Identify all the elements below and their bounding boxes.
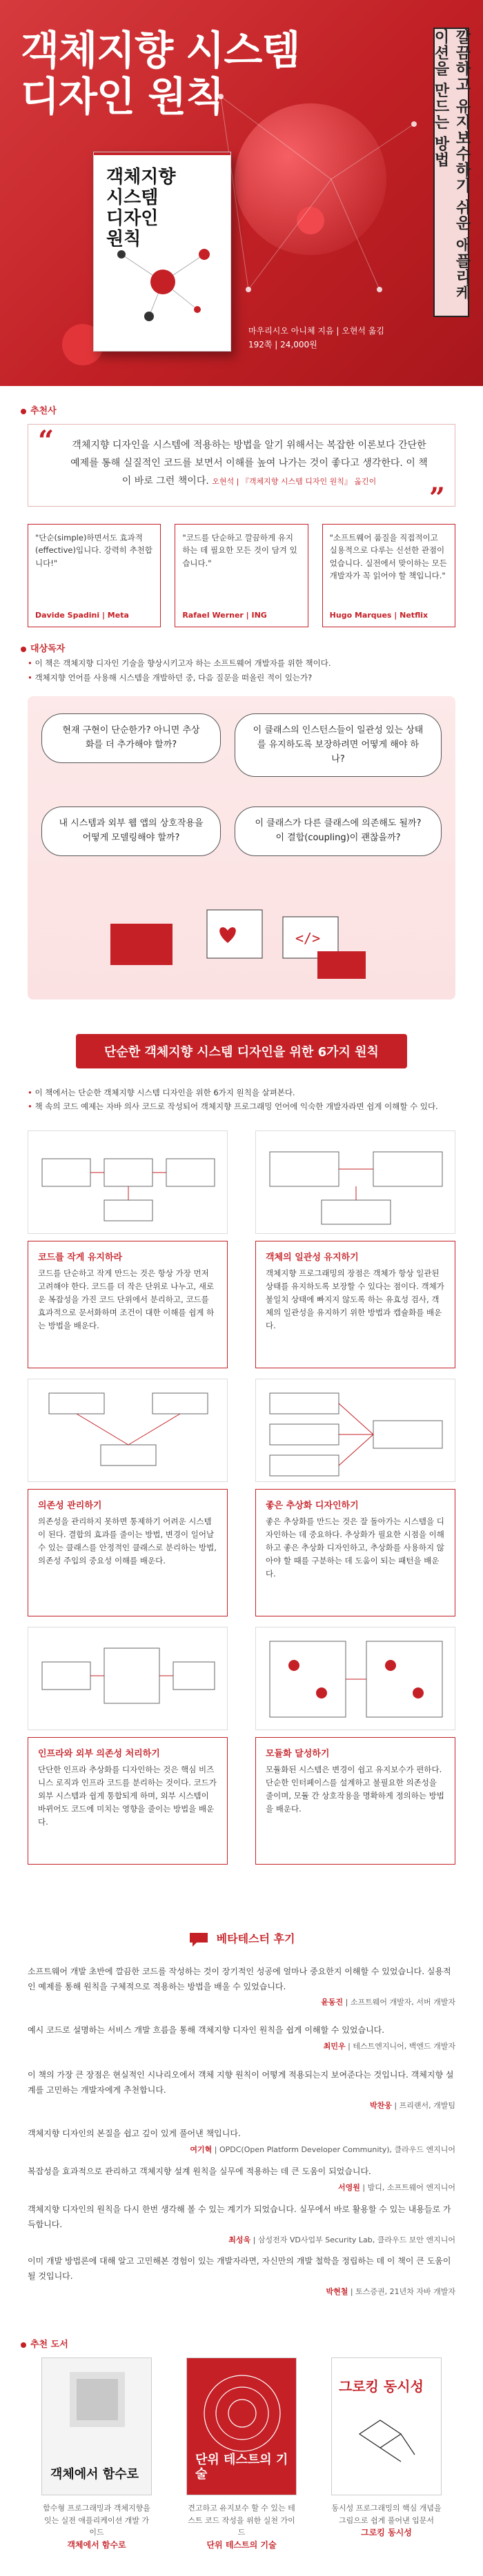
review-byline: 박찬웅 | 프리랜서, 개발팀 [370,2101,455,2111]
reader-item: • 객체지향 언어를 사용해 시스템을 개발하던 중, 다음 질문을 떠올린 적이 있는가? [28,671,455,685]
principle-body: 모듈화된 시스템은 변경이 쉽고 유지보수가 편하다. 단순한 인터페이스를 설계하고 불필요한 의존성을 줄이며, 모듈 간 상호작용을 명확하게 정의하는 방법을 배운다. [266,1765,444,1814]
hero-title-line1: 객체지향 시스템 [21,27,300,74]
price-line: 192쪽 | 24,000원 [248,340,317,350]
reviewer-role: 삼성전자 VD사업부 Security Lab, 클라우드 보안 엔지니어 [257,2235,455,2245]
reader-item: • 이 책은 객체지향 디자인 기술을 향상시키고자 하는 소프트웨어 개발자를 위한 책이다. [28,656,455,671]
principle-body: 의존성을 관리하지 못하면 통제하기 어려운 시스템이 된다. 결합의 효과를 줄이는 방법, 변경이 일어날 수 있는 클래스를 안정적인 클래스로 분리하는 방법, 의존성 주입의 중요성 이해를 배운다. [38,1517,217,1565]
book-desc: 함수형 프로그래밍과 객체지향을 잇는 실전 애플리케이션 개발 가이드 [43,2504,150,2537]
recommended-book[interactable] [186,2357,297,2550]
principle-card [255,1241,455,1368]
book-top-strip [94,152,230,155]
principle-diagram [255,1627,455,1730]
reviewer-role: 테스트엔지니어, 백엔드 개발자 [353,2041,455,2051]
review-text: 이 책의 가장 큰 장점은 현실적인 시나리오에서 객체 지향 원칙이 어떻게 적용되는지 보여준다는 것입니다. 객체지향 설계를 고민하는 개발자에게 추천합니다. [28,2070,454,2095]
quote-body: 객체지향 디자인을 시스템에 적용하는 방법을 알기 위해서는 복잡한 이론보다 간단한 예제를 통해 실질적인 코드를 보면서 이해를 높여 나가는 것이 좋다고 생각한다. 이 책이 바로 그런 책이다. [70,440,428,487]
reviewer-role: 소프트웨어 개발자, 서버 개발자 [350,1998,455,2007]
hero-banner [0,0,483,386]
reader-list [28,656,455,684]
book-name[interactable]: 객체에서 함수로 [67,2539,126,2550]
reviewer-name: 박찬웅 [370,2101,392,2111]
vertical-banner [433,28,469,317]
review-byline: 서영원 | 밤디, 소프트웨어 엔지니어 [338,2182,455,2192]
book-title-line: 디자인 [106,207,159,229]
principle-diagram [255,1379,455,1482]
review-item [28,2068,455,2113]
review-text: 소프트웨어 개발 초반에 깔끔한 코드를 작성하는 것이 장기적인 성공에 얼마나 중요한지 이해할 수 있었습니다. 실용적인 예제를 통해 원칙을 구체적으로 적용하는 방법을 배울 수 있었습니다. [28,1967,451,1991]
scene-illustration [110,903,373,986]
book-thumbnail[interactable] [331,2357,442,2495]
principle-heading: 좋은 추상화 디자인하기 [266,1501,359,1511]
review-byline: 최민우 | 테스트엔지니어, 백엔드 개발자 [323,2041,455,2051]
book-desc: 동시성 프로그래밍의 핵심 개념을 그림으로 쉽게 풀어낸 입문서 [331,2504,442,2525]
class-diagram [28,1131,228,1235]
principles-intro-item: • 이 책에서는 단순한 객체지향 시스템 디자인을 위한 6가지 원칙을 살펴본다. [28,1086,455,1099]
reviewer-name: 윤동진 [321,1998,344,2007]
review-item [28,1965,455,2009]
section-label-recommend: 추천사 [21,403,57,416]
review-item [28,2202,455,2247]
principle-body: 좋은 추상화를 만드는 것은 잘 돌아가는 시스템을 디자인하는 데 중요하다. 추상화가 필요한 시점을 이해하고 좋은 추상화 디자인하고, 추상화를 사용하지 않아야 할 때를 구분하는 데 도움이 되는 패턴을 배운다. [266,1517,444,1579]
review-byline: 여기혁 | OPDC(Open Platform Developer Community), 클라우드 엔지니어 [190,2144,455,2154]
reviewer-role: 프리랜서, 개발팀 [399,2101,455,2111]
svg-text:</>: </> [295,930,321,946]
principle-card [28,1489,228,1616]
hero-title-line2: 디자인 원칙 [21,72,224,120]
question-bubble: 이 클래스가 다른 클래스에 의존해도 될까? 이 결합(coupling)이 괜찮을까? [235,807,442,856]
book-title-line: 객체지향 [106,167,176,187]
infra-diagram [28,1627,228,1731]
section-label-books: 추천 도서 [21,2337,68,2350]
reviewer-role: 토스증권, 21년차 자바 개발자 [355,2287,455,2297]
principle-body: 단단한 인프라 추상화를 디자인하는 것은 핵심 비즈니스 로직과 인프라 코드를 분리하는 것이다. 코드가 외부 시스템과 쉽게 통합되게 하며, 외부 시스템이 바뀌어도 코드에 미치는 영향을 줄이는 방법을 배운다. [38,1765,217,1827]
review-item [28,2023,455,2053]
reviewer-name: 최민우 [323,2041,346,2051]
recommend-card-author: Rafael Werner | ING [182,611,267,620]
book-thumbnail[interactable] [41,2357,152,2495]
review-text: 복잡성을 효과적으로 관리하고 객체지향 설계 원칙을 실무에 적용하는 데 큰 도움이 되었습니다. [28,2167,371,2176]
quote-author: 오현석 | 『객체지향 시스템 디자인 원칙』 옮긴이 [212,476,377,486]
book-name[interactable]: 단위 테스트의 기술 [206,2539,277,2550]
book-title-line: 시스템 [106,187,159,208]
book-name[interactable]: 그로킹 동시성 [361,2528,412,2538]
dependency-diagram [28,1379,228,1483]
quote-text [70,437,428,491]
review-text: 객체지향 디자인의 원칙을 다시 한번 생각해 볼 수 있는 계기가 되었습니다. 실무에서 바로 활용할 수 있는 내용들로 가득합니다. [28,2204,451,2229]
principle-heading: 의존성 관리하기 [38,1501,102,1511]
question-bubble: 이 클래스의 인스턴스들이 일관성 있는 상태를 유지하도록 보장하려면 어떻게 해야 하나? [235,713,442,777]
question-bubble: 내 시스템과 외부 웹 앱의 상호작용을 어떻게 모델링해야 할까? [41,807,221,856]
vertical-banner-text: 깔끔하고 유지보수하기 쉬운 애플리케이션을 만드는 방법 [432,29,471,301]
principle-heading: 모듈화 달성하기 [266,1749,330,1759]
review-title: 베타테스터 후기 [216,1932,295,1945]
principle-heading: 객체의 일관성 유지하기 [266,1252,359,1263]
abstraction-diagram [256,1379,456,1483]
principle-diagram [255,1130,455,1234]
recommend-card [175,524,308,627]
recommended-book[interactable] [331,2357,442,2538]
principle-diagram [28,1379,228,1482]
principle-diagram [28,1130,228,1234]
review-text: 예시 코드로 설명하는 서비스 개발 흐름을 통해 객체지향 디자인 원칙을 쉽게 이해할 수 있었습니다. [28,2025,385,2035]
principles-intro-item: • 책 속의 코드 예제는 자바 의사 코드로 작성되어 객체지향 프로그래밍 언어에 익숙한 개발자라면 쉽게 이해할 수 있다. [28,1099,455,1113]
review-text: 이미 개발 방법론에 대해 알고 고민해본 경험이 있는 개발자라면, 자신만의 개발 철학을 정립하는 데 이 책이 큰 도움이 될 것입니다. [28,2256,451,2281]
book-cover [93,152,231,352]
book-desc: 견고하고 유지보수 할 수 있는 테스트 코드 작성을 위한 실천 가이드 [188,2504,295,2537]
reviewer-name: 여기혁 [190,2144,213,2154]
section-label-readers: 대상독자 [21,641,65,654]
reviewer-role: 밤디, 소프트웨어 엔지니어 [367,2182,455,2192]
speech-bubble-icon [188,1931,209,1948]
principle-card [28,1241,228,1368]
principle-card [255,1737,455,1865]
author-line: 마우리시오 아니체 지음 | 오현석 옮김 [248,326,384,336]
reviewer-name: 서영원 [338,2182,360,2192]
principles-intro [28,1086,455,1113]
principles-banner: 단순한 객체지향 시스템 디자인을 위한 6가지 원칙 [76,1034,407,1068]
principle-card [255,1489,455,1616]
review-item [28,2164,455,2194]
recommend-quote [28,424,455,514]
principle-diagram [28,1627,228,1730]
class-diagram [256,1131,456,1235]
review-item [28,2254,455,2299]
book-thumbnail[interactable] [186,2357,297,2495]
review-text: 객체지향 디자인의 본질을 쉽고 깊이 있게 풀어낸 책입니다. [28,2129,241,2138]
book-title-line: 원칙 [106,228,141,250]
module-diagram [256,1627,456,1731]
recommend-card-author: Hugo Marques | Netflix [329,611,428,620]
open-quote-icon: “ [38,425,55,457]
hero-title [21,28,299,119]
recommended-book[interactable] [41,2357,152,2550]
recommend-card-author: Davide Spadini | Meta [35,611,129,620]
review-byline: 박현철 | 토스증권, 21년차 자바 개발자 [326,2287,455,2297]
principle-heading: 코드를 작게 유지하라 [38,1252,123,1263]
reviewer-name: 최성욱 [228,2235,251,2245]
book-meta [248,324,384,352]
book-cover-graphic [108,234,218,330]
book-cover-title: 객체에서 함수로 [50,2467,139,2482]
review-header [0,1930,483,1948]
recommend-cards [28,524,455,627]
question-bubble: 현재 구현이 단순한가? 아니면 추상화를 더 추가해야 할까? [41,713,221,763]
book-cover-title: 그로킹 동시성 [339,2378,424,2395]
reviewer-role: OPDC(Open Platform Developer Community), 클라우드 엔지니어 [219,2144,455,2154]
reviewer-name: 박현철 [326,2287,348,2297]
review-item [28,2127,455,2156]
recommend-card-text: "소프트웨어 품질을 직접적이고 실용적으로 다루는 신선한 관점이었습니다. 실전에서 맞이하는 모든 개발자가 꼭 읽어야 할 책입니다." [329,533,447,581]
book-cover-title: 단위 테스트의 기술 [195,2452,288,2482]
principle-card [28,1737,228,1865]
review-byline: 최성욱 | 삼성전자 VD사업부 Security Lab, 클라우드 보안 엔지니어 [228,2235,455,2245]
principle-heading: 인프라와 외부 의존성 처리하기 [38,1749,160,1759]
recommend-card [322,524,455,627]
recommend-card-text: "코드를 단순하고 깔끔하게 유지하는 데 필요한 모든 것이 담겨 있습니다." [182,533,297,568]
principle-body: 코드를 단순하고 작게 만드는 것은 항상 가장 먼저 고려해야 한다. 코드를 더 작은 단위로 나누고, 새로운 복잡성을 가진 코드 단위에서 분리하고, 코드를 효과적으로 문서화하며 조건이 대한 이해를 쉽게 하는 방법을 배운다. [38,1268,215,1330]
principle-body: 객체지향 프로그래밍의 장점은 객체가 항상 일관된 상태를 유지하도록 보장할 수 있다는 점이다. 객체가 불일치 상태에 빠지지 않도록 하는 유효성 검사, 객체의 일관성을 유지하기 위한 방법과 캡슐화를 배운다. [266,1268,444,1330]
recommend-card-text: "단순(simple)하면서도 효과적(effective)입니다. 강력히 추천합니다!" [35,533,152,568]
close-quote-icon: ” [428,482,445,514]
review-byline: 윤동진 | 소프트웨어 개발자, 서버 개발자 [321,1998,455,2007]
recommend-card [28,524,161,627]
